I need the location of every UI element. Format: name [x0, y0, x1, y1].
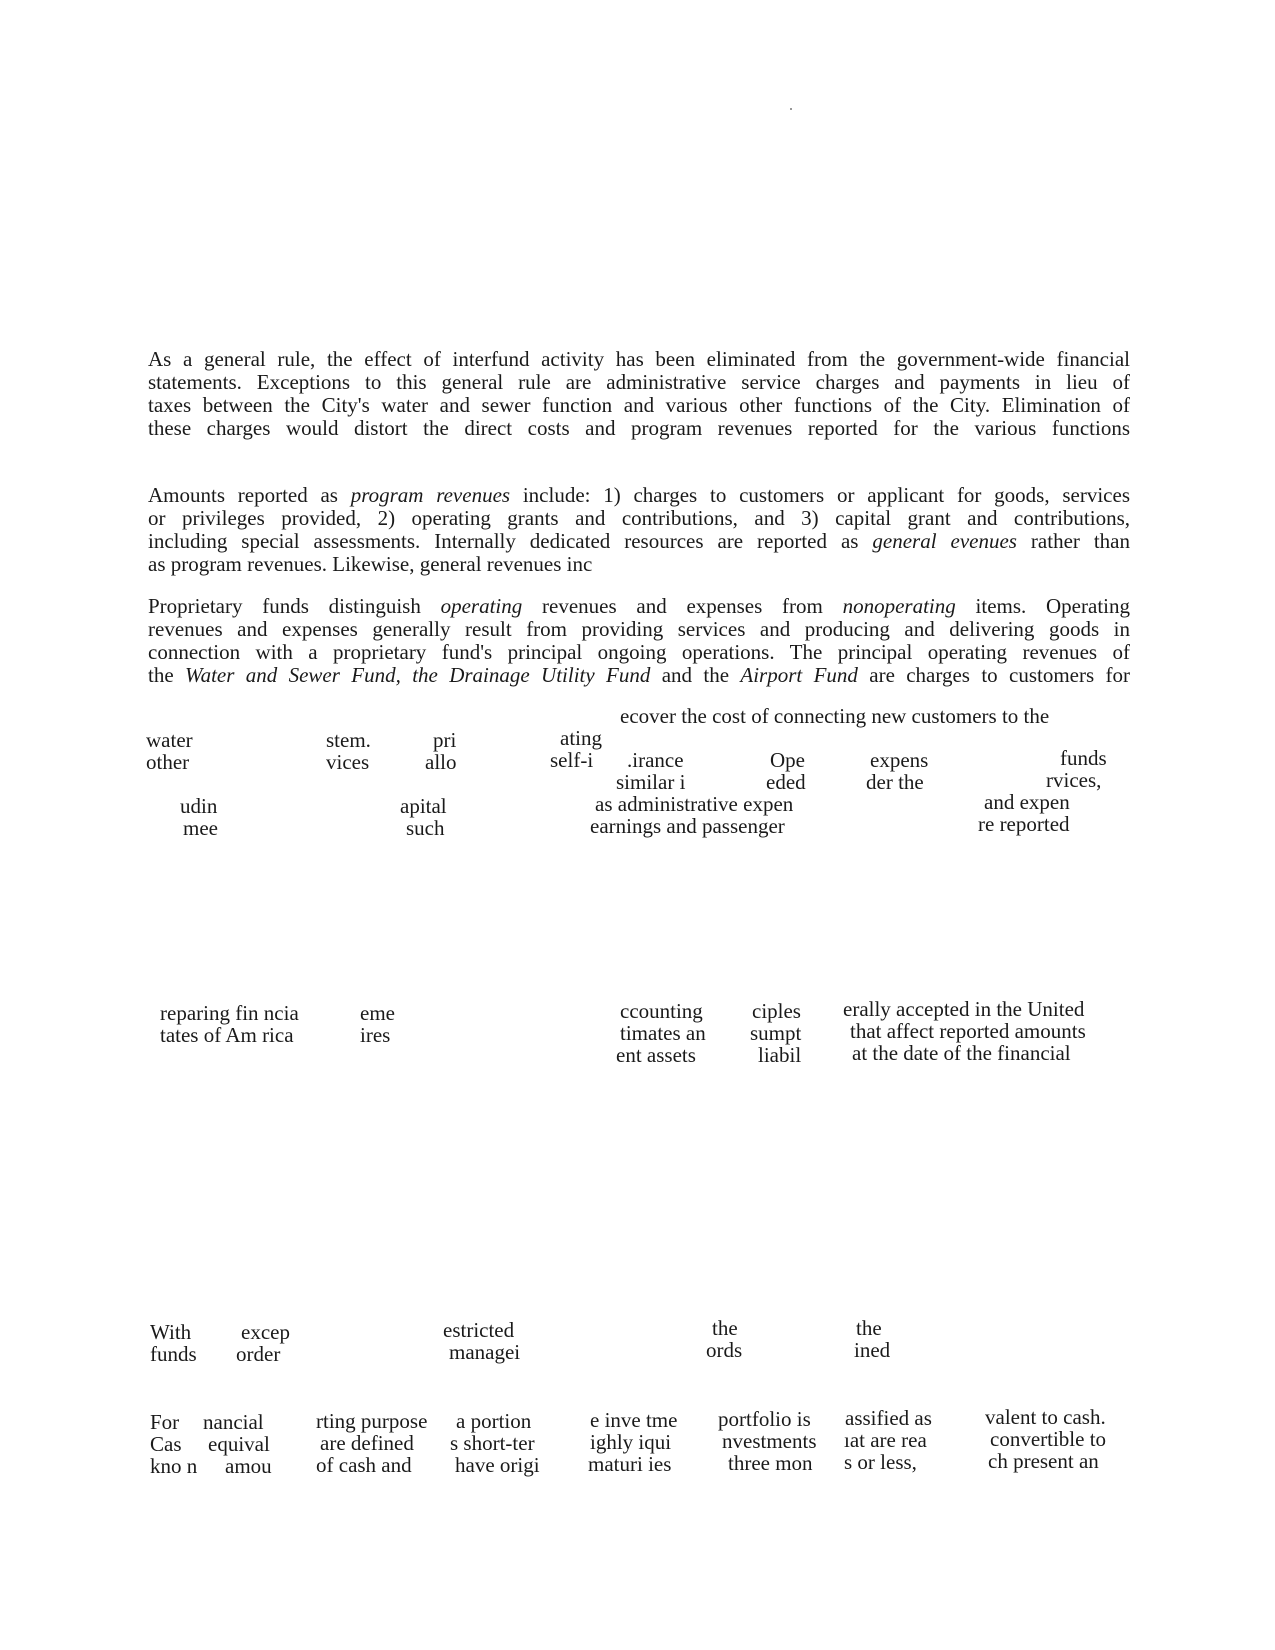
text-fragment: the	[712, 1316, 738, 1340]
text-fragment: eded	[766, 770, 806, 794]
text-fragment: ating	[560, 726, 602, 750]
text-fragment: nancial	[203, 1410, 264, 1434]
text-fragment: tates of Am rica	[160, 1023, 294, 1047]
text-fragment: three mon	[728, 1451, 813, 1475]
text-fragment: rting purpose	[316, 1409, 428, 1433]
text-fragment: and expen	[984, 790, 1070, 814]
text-fragment: der the	[866, 770, 924, 794]
text-fragment: liabil	[758, 1043, 802, 1067]
text-fragment: reparing fin ncia	[160, 1001, 299, 1025]
text-fragment: ined	[854, 1338, 891, 1362]
text-fragment: Cas	[150, 1432, 182, 1456]
text-fragment: timates an	[620, 1021, 706, 1045]
text-fragment: Ope	[770, 748, 805, 772]
paragraph-program-revenues	[148, 484, 1130, 576]
text-line: revenues and expenses generally result from providing services and producing and delivering goods in	[148, 617, 1130, 641]
text-fragment: funds	[150, 1342, 197, 1366]
text-fragment: earnings and passenger	[590, 814, 785, 838]
text-fragment: rvices,	[1046, 768, 1102, 792]
text-line: ecover the cost of connecting new customers to the	[620, 704, 1050, 728]
text-fragment: equival	[208, 1432, 270, 1456]
text-line: the Water and Sewer Fund, the Drainage Utility Fund and the Airport Fund are charges to customers for	[148, 663, 1130, 687]
text-line: these charges would distort the direct costs and program revenues reported for the various functions	[148, 416, 1130, 440]
text-fragment: .irance	[627, 748, 684, 772]
text-fragment: ch present an	[988, 1449, 1099, 1473]
text-fragment: sumpt	[750, 1021, 802, 1045]
text-fragment: erally accepted in the United	[843, 997, 1085, 1021]
text-fragment: water	[146, 728, 193, 752]
text-fragment: e inve tme	[590, 1408, 678, 1432]
text-fragment: estricted	[443, 1318, 515, 1342]
text-fragment: excep	[241, 1320, 290, 1344]
text-fragment: ccounting	[620, 999, 703, 1023]
text-fragment: vices	[326, 750, 370, 774]
text-line: Amounts reported as program revenues include: 1) charges to customers or applicant for goods, services	[148, 483, 1130, 507]
text-fragment: of cash and	[316, 1453, 412, 1477]
text-fragment: have origi	[455, 1453, 540, 1477]
text-fragment: other	[146, 750, 190, 774]
text-line: As a general rule, the effect of interfund activity has been eliminated from the government-wide financial	[148, 347, 1130, 371]
text-fragment: funds	[1060, 746, 1107, 770]
text-fragment: order	[236, 1342, 281, 1366]
text-fragment: amou	[225, 1454, 272, 1478]
text-fragment: valent to cash.	[985, 1405, 1106, 1429]
text-fragment: similar i	[616, 770, 686, 794]
text-fragment: pri	[433, 728, 457, 752]
text-fragment: nvestments	[722, 1429, 817, 1453]
text-fragment: stem.	[326, 728, 371, 752]
text-line: Proprietary funds distinguish operating revenues and expenses from nonoperating items. Operating	[148, 594, 1130, 618]
text-fragment: udin	[180, 794, 218, 818]
text-fragment: re reported	[978, 812, 1070, 836]
text-fragment: maturi ies	[588, 1452, 672, 1476]
text-line: as program revenues. Likewise, general revenues inc	[148, 552, 593, 576]
text-fragment: portfolio is	[718, 1407, 811, 1431]
text-fragment: as administrative expen	[595, 792, 794, 816]
text-line: taxes between the City's water and sewer function and various other functions of the City. Elimination of	[148, 393, 1130, 417]
text-fragment: such	[406, 816, 445, 840]
text-fragment: ires	[360, 1023, 391, 1047]
text-fragment: ent assets	[616, 1043, 696, 1067]
text-fragment: apital	[400, 794, 447, 818]
text-fragment: kno n	[150, 1454, 198, 1478]
text-fragment: s short-ter	[450, 1431, 535, 1455]
text-fragment: the	[856, 1316, 882, 1340]
text-fragment: allo	[425, 750, 457, 774]
text-fragment: that affect reported amounts	[850, 1019, 1086, 1043]
text-fragment: at the date of the financial	[852, 1041, 1071, 1065]
text-fragment: s or less,	[844, 1450, 917, 1474]
text-line: statements. Exceptions to this general rule are administrative service charges and payments in lieu of	[148, 370, 1130, 394]
text-fragment: ıat are rea	[844, 1428, 927, 1452]
text-line: connection with a proprietary fund's principal ongoing operations. The principal operating revenues of	[148, 640, 1130, 664]
text-fragment: ciples	[752, 999, 801, 1023]
speck	[790, 108, 792, 110]
text-fragment: are defined	[320, 1431, 414, 1455]
text-fragment: self-i	[550, 748, 594, 772]
text-fragment: eme	[360, 1001, 395, 1025]
text-fragment: mee	[183, 816, 218, 840]
text-fragment: With	[150, 1320, 192, 1344]
text-fragment: a portion	[456, 1409, 532, 1433]
text-fragment: ighly iqui	[590, 1430, 672, 1454]
text-line: including special assessments. Internally dedicated resources are reported as general evenues rather than	[148, 529, 1130, 553]
text-fragment: assified as	[845, 1406, 932, 1430]
text-fragment: expens	[870, 748, 929, 772]
text-fragment: convertible to	[990, 1427, 1107, 1451]
paragraph-interfund-activity	[148, 348, 1130, 440]
paragraph-proprietary-funds	[148, 595, 1130, 687]
text-fragment: ords	[706, 1338, 743, 1362]
text-fragment: For	[150, 1410, 180, 1434]
text-line: or privileges provided, 2) operating grants and contributions, and 3) capital grant and contributions,	[148, 506, 1130, 530]
text-fragment: managei	[449, 1340, 521, 1364]
